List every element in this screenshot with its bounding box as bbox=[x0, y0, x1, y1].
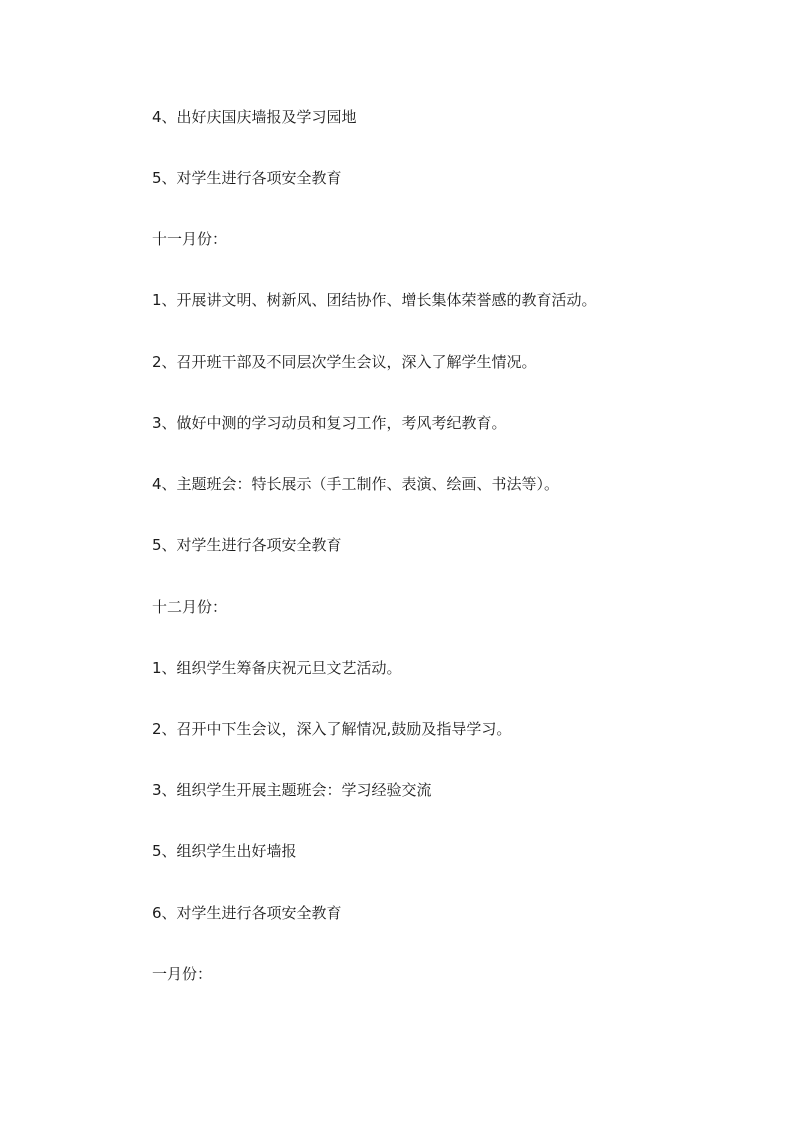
list-item: 4、出好庆国庆墙报及学习园地 bbox=[152, 108, 357, 126]
list-item: 1、开展讲文明、树新风、团结协作、增长集体荣誉感的教育活动。 bbox=[152, 291, 597, 309]
list-item: 2、召开班干部及不同层次学生会议，深入了解学生情况。 bbox=[152, 353, 537, 371]
list-item: 4、主题班会：特长展示（手工制作、表演、绘画、书法等）。 bbox=[152, 475, 560, 493]
section-heading: 十一月份： bbox=[152, 230, 228, 248]
list-item: 5、组织学生出好墙报 bbox=[152, 842, 297, 860]
list-item: 5、对学生进行各项安全教育 bbox=[152, 536, 342, 554]
section-heading: 十二月份： bbox=[152, 598, 228, 616]
list-item: 3、做好中测的学习动员和复习工作，考风考纪教育。 bbox=[152, 414, 507, 432]
list-item: 2、召开中下生会议，深入了解情况,鼓励及指导学习。 bbox=[152, 720, 512, 738]
list-item: 1、组织学生筹备庆祝元旦文艺活动。 bbox=[152, 659, 402, 677]
list-item: 6、对学生进行各项安全教育 bbox=[152, 904, 342, 922]
section-heading: 一月份： bbox=[152, 965, 213, 983]
list-item: 3、组织学生开展主题班会：学习经验交流 bbox=[152, 781, 432, 799]
list-item: 5、对学生进行各项安全教育 bbox=[152, 169, 342, 187]
